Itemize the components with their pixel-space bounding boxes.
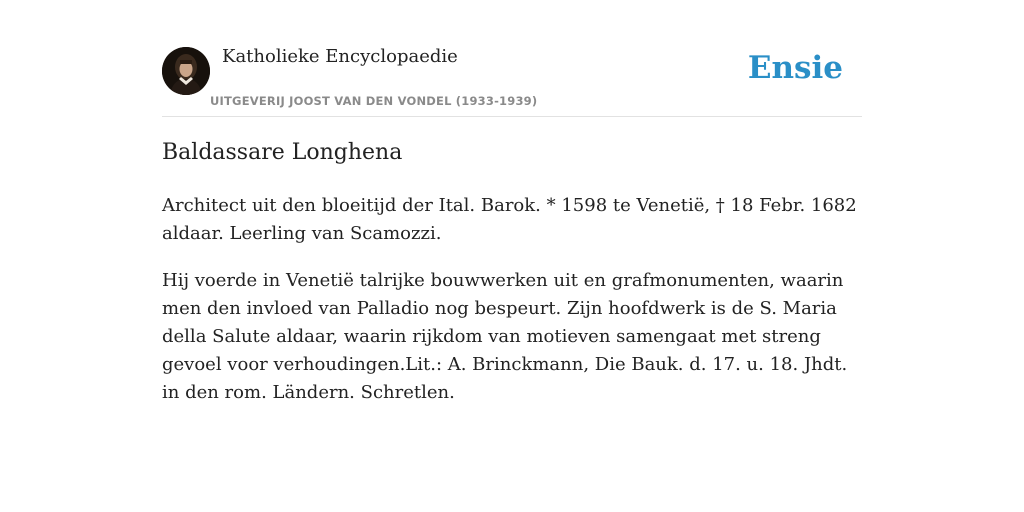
portrait-icon [162,47,210,95]
page-container [162,0,862,403]
source-header [162,0,862,117]
source-title[interactable]: Katholieke Encyclopaedie [222,46,458,67]
article-paragraph: Hij voerde in Venetië talrijke bouwwerken uit en grafmonumenten, waarin men den invloed van Palladio nog bespeurt. Zijn hoofdwerk is de S. Maria della Salute aldaar, waarin rijkdom van motieven samengaat met streng gevoel voor verhoudingen.Lit.: A. Brinckmann, Die Bauk. d. 17. u. 18. Jhdt. in den rom. Ländern. Schretlen. [162,270,848,403]
source-avatar[interactable] [162,47,210,95]
article-body [162,192,862,426]
article-paragraph: Architect uit den bloeitijd der Ital. Barok. * 1598 te Venetië, † 18 Febr. 1682 aldaar. Leerling van Scamozzi. [162,195,857,244]
article-title: Baldassare Longhena [162,140,403,165]
brand-logo[interactable]: Ensie [747,50,843,86]
publisher-label: UITGEVERIJ JOOST VAN DEN VONDEL (1933-1939) [210,94,538,108]
